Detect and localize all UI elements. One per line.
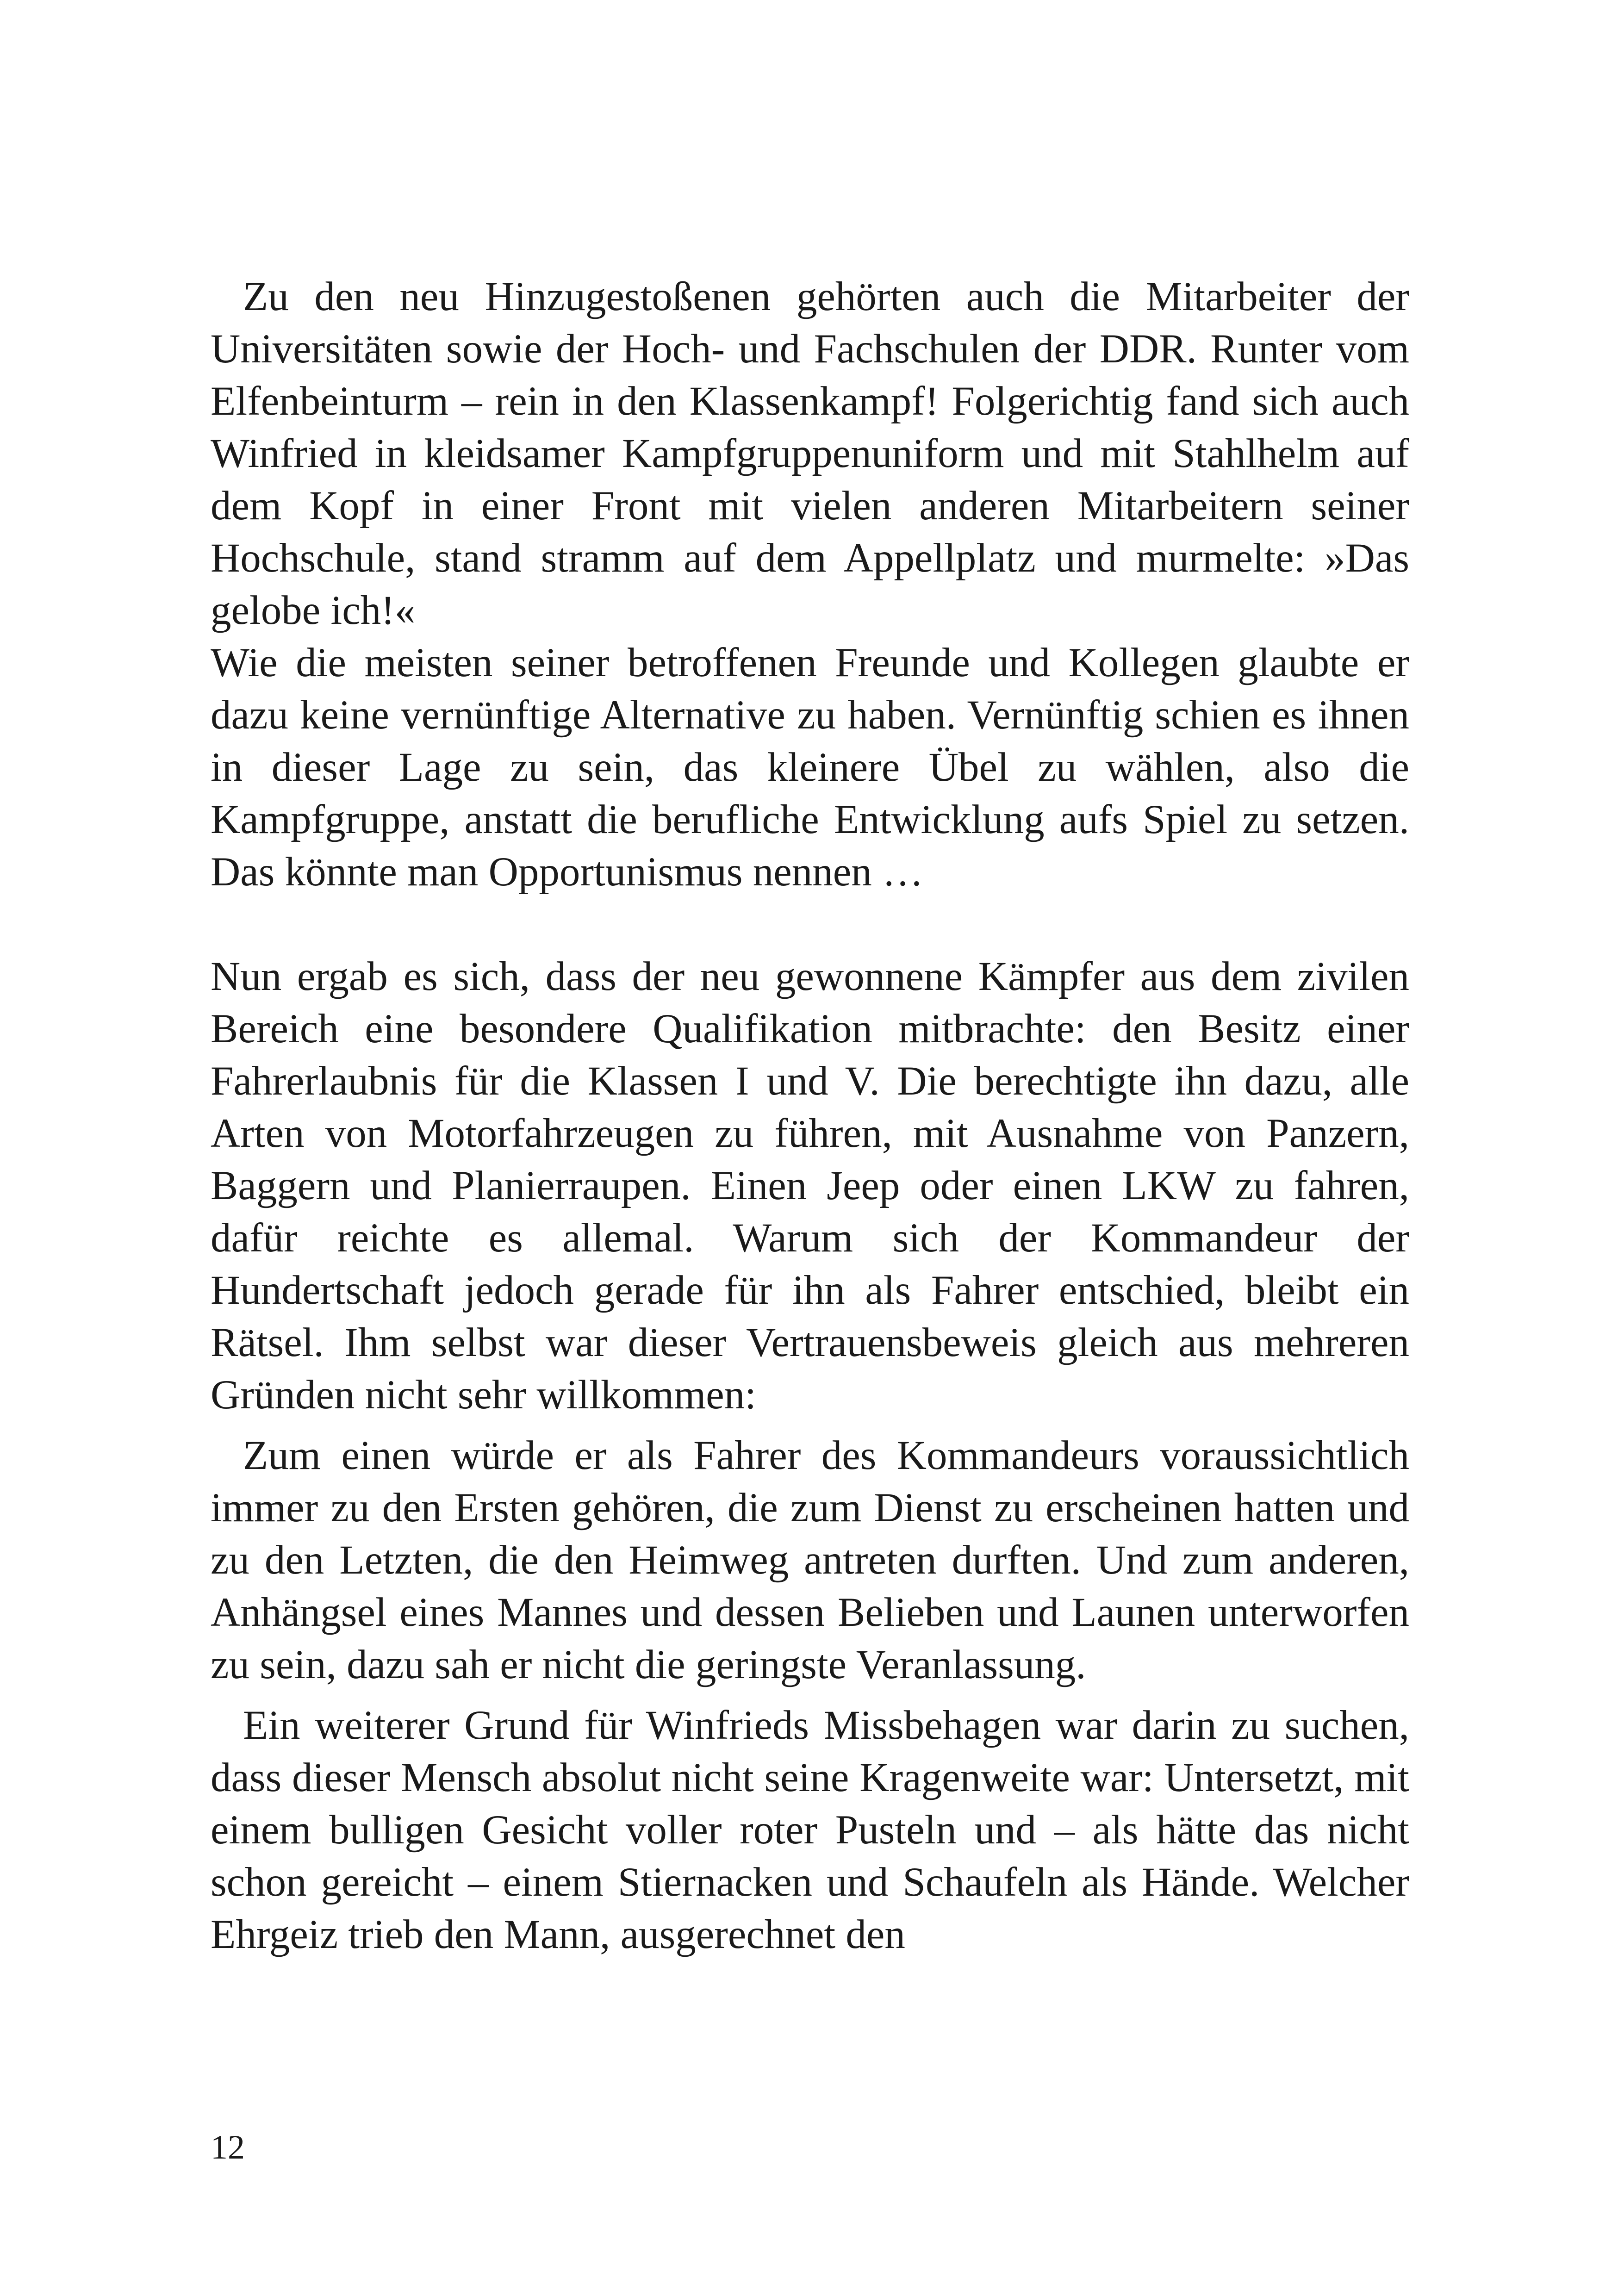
paragraph-5: Ein weiterer Grund für Winfrieds Missbehagen war darin zu suchen, dass dieser Mensch absolut nicht seine Kragenweite war: Untersetzt, mit einem bulligen Gesicht voller roter Pusteln und – als hätte das nicht schon gereicht – einem Stiernacken und Schaufeln als Hände. Welcher Ehrgeiz trieb den Mann, ausgerechnet den bbox=[211, 1703, 1409, 1957]
paragraph-1: Zu den neu Hinzugestoßenen gehörten auch die Mitarbeiter der Universitäten sowie der Hoch- und Fachschulen der DDR. Runter vom Elfenbeinturm – rein in den Klassenkampf! Folgerichtig fand sich auch Winfried in kleidsamer Kampfgruppenuniform und mit Stahlhelm auf dem Kopf in einer Front mit vielen anderen Mitarbeitern seiner Hochschule, stand stramm auf dem Appellplatz und murmelte: »Das gelobe ich!« bbox=[211, 274, 1409, 633]
paragraph-3: Nun ergab es sich, dass der neu gewonnene Kämpfer aus dem zivilen Bereich eine besondere Qualifikation mitbrachte: den Besitz einer Fahrerlaubnis für die Klassen I und V. Die berechtigte ihn dazu, alle Arten von Motorfahrzeugen zu führen, mit Ausnahme von Panzern, Baggern und Planierraupen. Einen Jeep oder einen LKW zu fahren, dafür reichte es allemal. Warum sich der Kommandeur der Hundertschaft jedoch gerade für ihn als Fahrer entschied, bleibt ein Rätsel. Ihm selbst war dieser Vertrauensbeweis gleich aus mehreren Gründen nicht sehr willkommen: bbox=[211, 954, 1409, 1418]
page-number: 12 bbox=[211, 2128, 245, 2166]
paragraph-2: Wie die meisten seiner betroffenen Freunde und Kollegen glaubte er dazu keine vernünftige Alternative zu haben. Vernünftig schien es ihnen in dieser Lage zu sein, das kleinere Übel zu wählen, also die Kampfgruppe, anstatt die berufliche Entwicklung aufs Spiel zu setzen. Das könnte man Opportunismus nennen … bbox=[211, 640, 1409, 895]
paragraph-4: Zum einen würde er als Fahrer des Kommandeurs voraussichtlich immer zu den Ersten gehören, die zum Dienst zu erscheinen hatten und zu den Letzten, die den Heimweg antreten durften. Und zum anderen, Anhängsel eines Mannes und dessen Belieben und Launen unterworfen zu sein, dazu sah er nicht die geringste Veranlassung. bbox=[211, 1433, 1409, 1687]
body-text bbox=[211, 271, 1409, 1961]
